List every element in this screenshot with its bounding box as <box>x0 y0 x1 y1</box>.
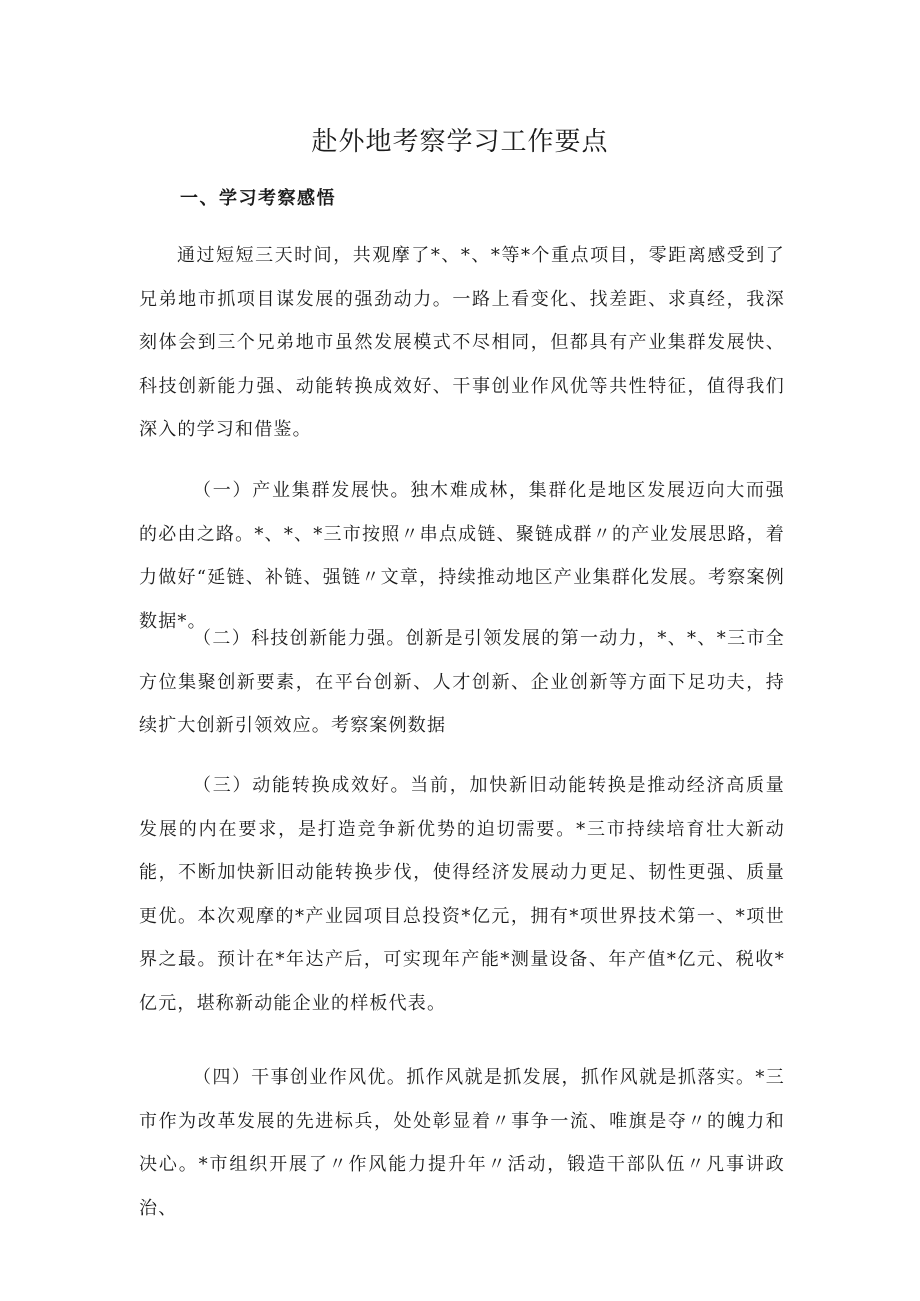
section-heading: 一、学习考察感悟 <box>180 188 336 209</box>
paragraph-momentum-conversion: （三）动能转换成效好。当前，加快新旧动能转换是推动经济高质量发展的内在要求，是打造竞争新优势的迫切需要。*三市持续培育壮大新动能，不断加快新旧动能转换步伐，使得经济发展动力更足、韧性更强、质量更优。本次观摩的*产业园项目总投资*亿元，拥有*项世界技术第一、*项世界之最。预计在*年达产后，可实现年产能*测量设备、年产值*亿元、税收*亿元，堪称新动能企业的样板代表。 <box>139 775 785 1014</box>
paragraph-intro: 通过短短三天时间，共观摩了*、*、*等*个重点项目，零距离感受到了兄弟地市抓项目谋发展的强劲动力。一路上看变化、找差距、求真经，我深刻体会到三个兄弟地市虽然发展模式不尽相同，但都具有产业集群发展快、科技创新能力强、动能转换成效好、干事创业作风优等共性特征，值得我们深入的学习和借鉴。 <box>139 245 785 440</box>
paragraph-industry-cluster: （一）产业集群发展快。独木难成林，集群化是地区发展迈向大而强的必由之路。*、*、*三市按照〃串点成链、聚链成群〃的产业发展思路，着力做好“延链、补链、强链〃文章，持续推动地区产业集群化发展。考察案例数据*。 <box>139 480 785 632</box>
paragraph-work-style: （四）干事创业作风优。抓作风就是抓发展，抓作风就是抓落实。*三市作为改革发展的先进标兵，处处彰显着〃事争一流、唯旗是夺〃的魄力和决心。*市组织开展了〃作风能力提升年〃活动，锻造干部队伍〃凡事讲政治、 <box>139 1067 785 1219</box>
paragraph-innovation: （二）科技创新能力强。创新是引领发展的第一动力，*、*、*三市全方位集聚创新要素，在平台创新、人才创新、企业创新等方面下足功夫，持续扩大创新引领效应。考察案例数据 <box>139 628 785 736</box>
document-title: 赴外地考察学习工作要点 <box>311 127 609 157</box>
